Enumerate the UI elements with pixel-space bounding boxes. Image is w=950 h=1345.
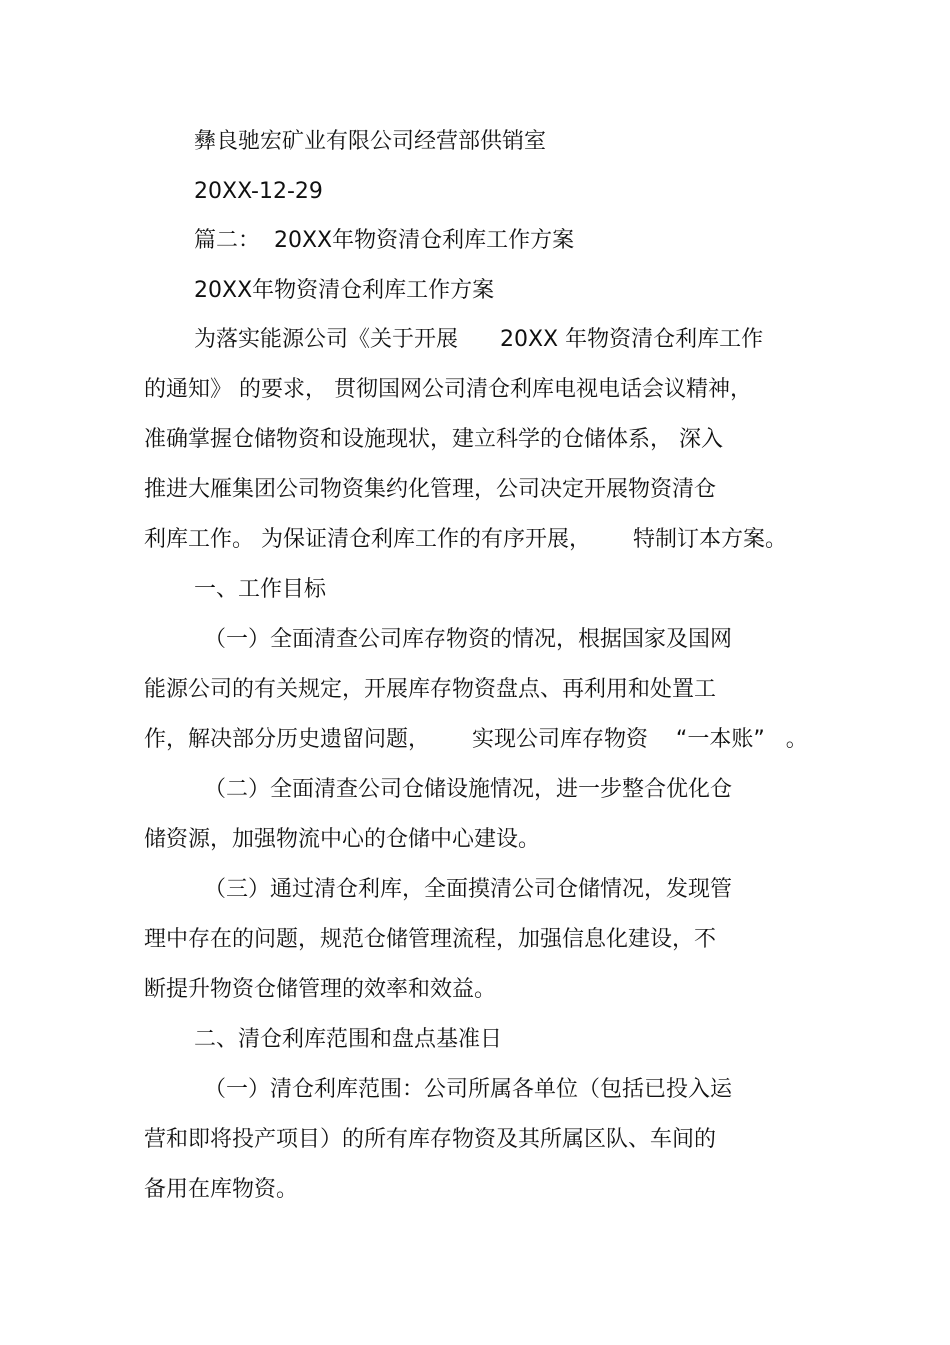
- section-header: 篇二： 20XX年物资清仓利库工作方案: [194, 228, 575, 253]
- paragraph-line: 为落实能源公司《关于开展 20XX 年物资清仓利库工作: [194, 327, 764, 352]
- paragraph-line: 的通知》 的要求， 贯彻国网公司清仓利库电视电话会议精神，: [144, 377, 752, 402]
- heading-1: 一、工作目标: [194, 577, 327, 602]
- paragraph-line: 储资源，加强物流中心的仓储中心建设。: [144, 827, 541, 852]
- paragraph-line: 能源公司的有关规定，开展库存物资盘点、再利用和处置工: [144, 677, 717, 702]
- paragraph-line: 断提升物资仓储管理的效率和效益。: [144, 977, 497, 1002]
- paragraph-line: 营和即将投产项目）的所有库存物资及其所属区队、车间的: [144, 1127, 717, 1152]
- paragraph-line: 备用在库物资。: [144, 1177, 299, 1202]
- paragraph-line: 准确掌握仓储物资和设施现状，建立科学的仓储体系， 深入: [144, 427, 723, 452]
- document-title: 20XX年物资清仓利库工作方案: [194, 278, 495, 303]
- paragraph-line: （二）全面清查公司仓储设施情况，进一步整合优化仓: [204, 777, 733, 802]
- paragraph-line: 理中存在的问题，规范仓储管理流程，加强信息化建设，不: [144, 927, 717, 952]
- heading-2: 二、清仓利库范围和盘点基准日: [194, 1027, 503, 1052]
- paragraph-line: （一）全面清查公司库存物资的情况，根据国家及国网: [204, 627, 733, 652]
- paragraph-line: （三）通过清仓利库，全面摸清公司仓储情况，发现管: [204, 877, 733, 902]
- paragraph-line: 利库工作。 为保证清仓利库工作的有序开展， 特制订本方案。: [144, 527, 787, 552]
- paragraph-line: 作，解决部分历史遗留问题， 实现公司库存物资 “一本账” 。: [144, 727, 808, 752]
- paragraph-line: （一）清仓利库范围：公司所属各单位（包括已投入运: [204, 1077, 733, 1102]
- date-line: 20XX-12-29: [194, 179, 323, 204]
- signature-line: 彝良驰宏矿业有限公司经营部供销室: [194, 129, 547, 154]
- paragraph-line: 推进大雁集团公司物资集约化管理，公司决定开展物资清仓: [144, 477, 717, 502]
